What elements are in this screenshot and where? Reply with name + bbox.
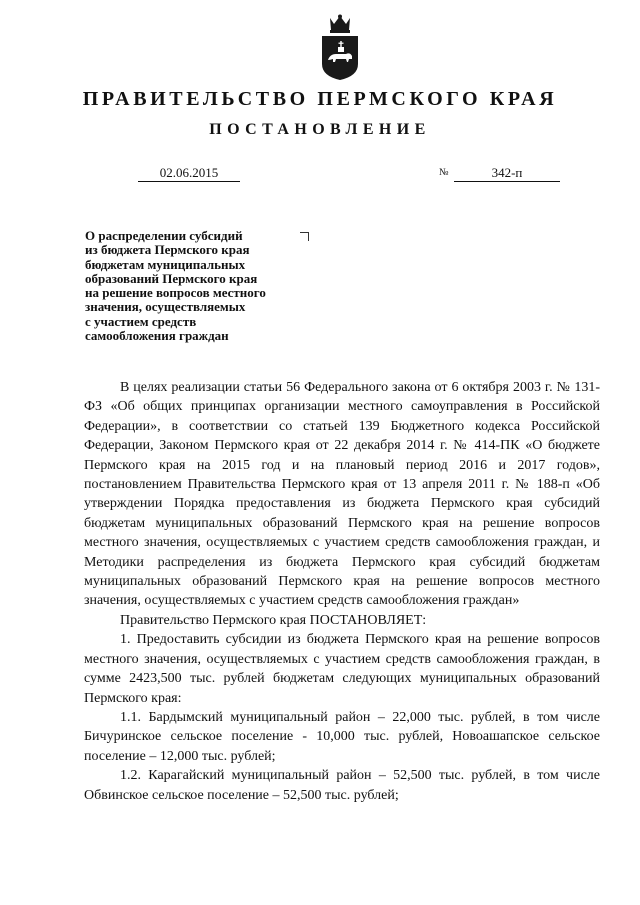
- subject-line: О распределении субсидий: [85, 228, 243, 243]
- preamble-paragraph: В целях реализации статьи 56 Федерального закона от 6 октября 2003 г. № 131-ФЗ «Об общих принципах организации местного самоуправления в Российской Федерации», в соответствии со статьей 139 Бюджетного кодекса Российской Федерации, Законом Пермского края от 22 декабря 2014 г. № 414-ПК «О бюджете Пермского края на 2015 год и на плановый период 2016 и 2017 годов», постановлением Правительства Пермского края от 13 апреля 2011 г. № 188-п «Об утверждении Порядка предоставления из бюджета Пермского края субсидий бюджетам муниципальных образований Пермского края на решение вопросов местного значения, осуществляемых с участием средств самообложения граждан, и Методики распределения из бюджета Пермского края субсидий бюджетам муниципальных образований Пермского края на решение вопросов местного значения, осуществляемых с участием средств самообложения граждан»: [84, 380, 600, 609]
- coat-of-arms-icon: [318, 14, 362, 82]
- item-1-1: 1.1. Бардымский муниципальный район – 22,000 тыс. рублей, в том числе Бичуринское сельское поселение - 10,000 тыс. рублей, Новоашапское сельское поселение – 12,000 тыс. рублей;: [84, 709, 600, 764]
- document-type: ПОСТАНОВЛЕНИЕ: [209, 121, 431, 138]
- document-subject: [85, 229, 315, 343]
- subject-line: из бюджета Пермского края: [85, 242, 250, 258]
- subject-line: на решение вопросов местного: [85, 285, 266, 301]
- subject-line: с участием средств: [85, 313, 197, 329]
- resolution-clause: Правительство Пермского края ПОСТАНОВЛЯЕТ:: [120, 612, 427, 628]
- subject-line: бюджетам муниципальных: [85, 256, 246, 272]
- document-date: 02.06.2015: [138, 165, 240, 182]
- subject-line: самообложения граждан: [85, 328, 229, 344]
- document-body: [84, 378, 600, 805]
- organization-title: ПРАВИТЕЛЬСТВО ПЕРМСКОГО КРАЯ: [82, 88, 558, 110]
- subject-line: значения, осуществляемых: [85, 299, 246, 315]
- item-1: 1. Предоставить субсидии из бюджета Пермского края на решение вопросов местного значения, осуществляемых с участием средств самообложения граждан, в сумме 2423,500 тыс. рублей бюджетам следующих муниципальных образований Пермского края:: [84, 632, 600, 706]
- item-1-2: 1.2. Карагайский муниципальный район – 52,500 тыс. рублей, в том числе Обвинское сельское поселение – 52,500 тыс. рублей;: [84, 768, 600, 803]
- document-number: 342-п: [454, 165, 560, 182]
- number-sign: №: [439, 167, 449, 178]
- subject-line: образований Пермского края: [85, 270, 258, 286]
